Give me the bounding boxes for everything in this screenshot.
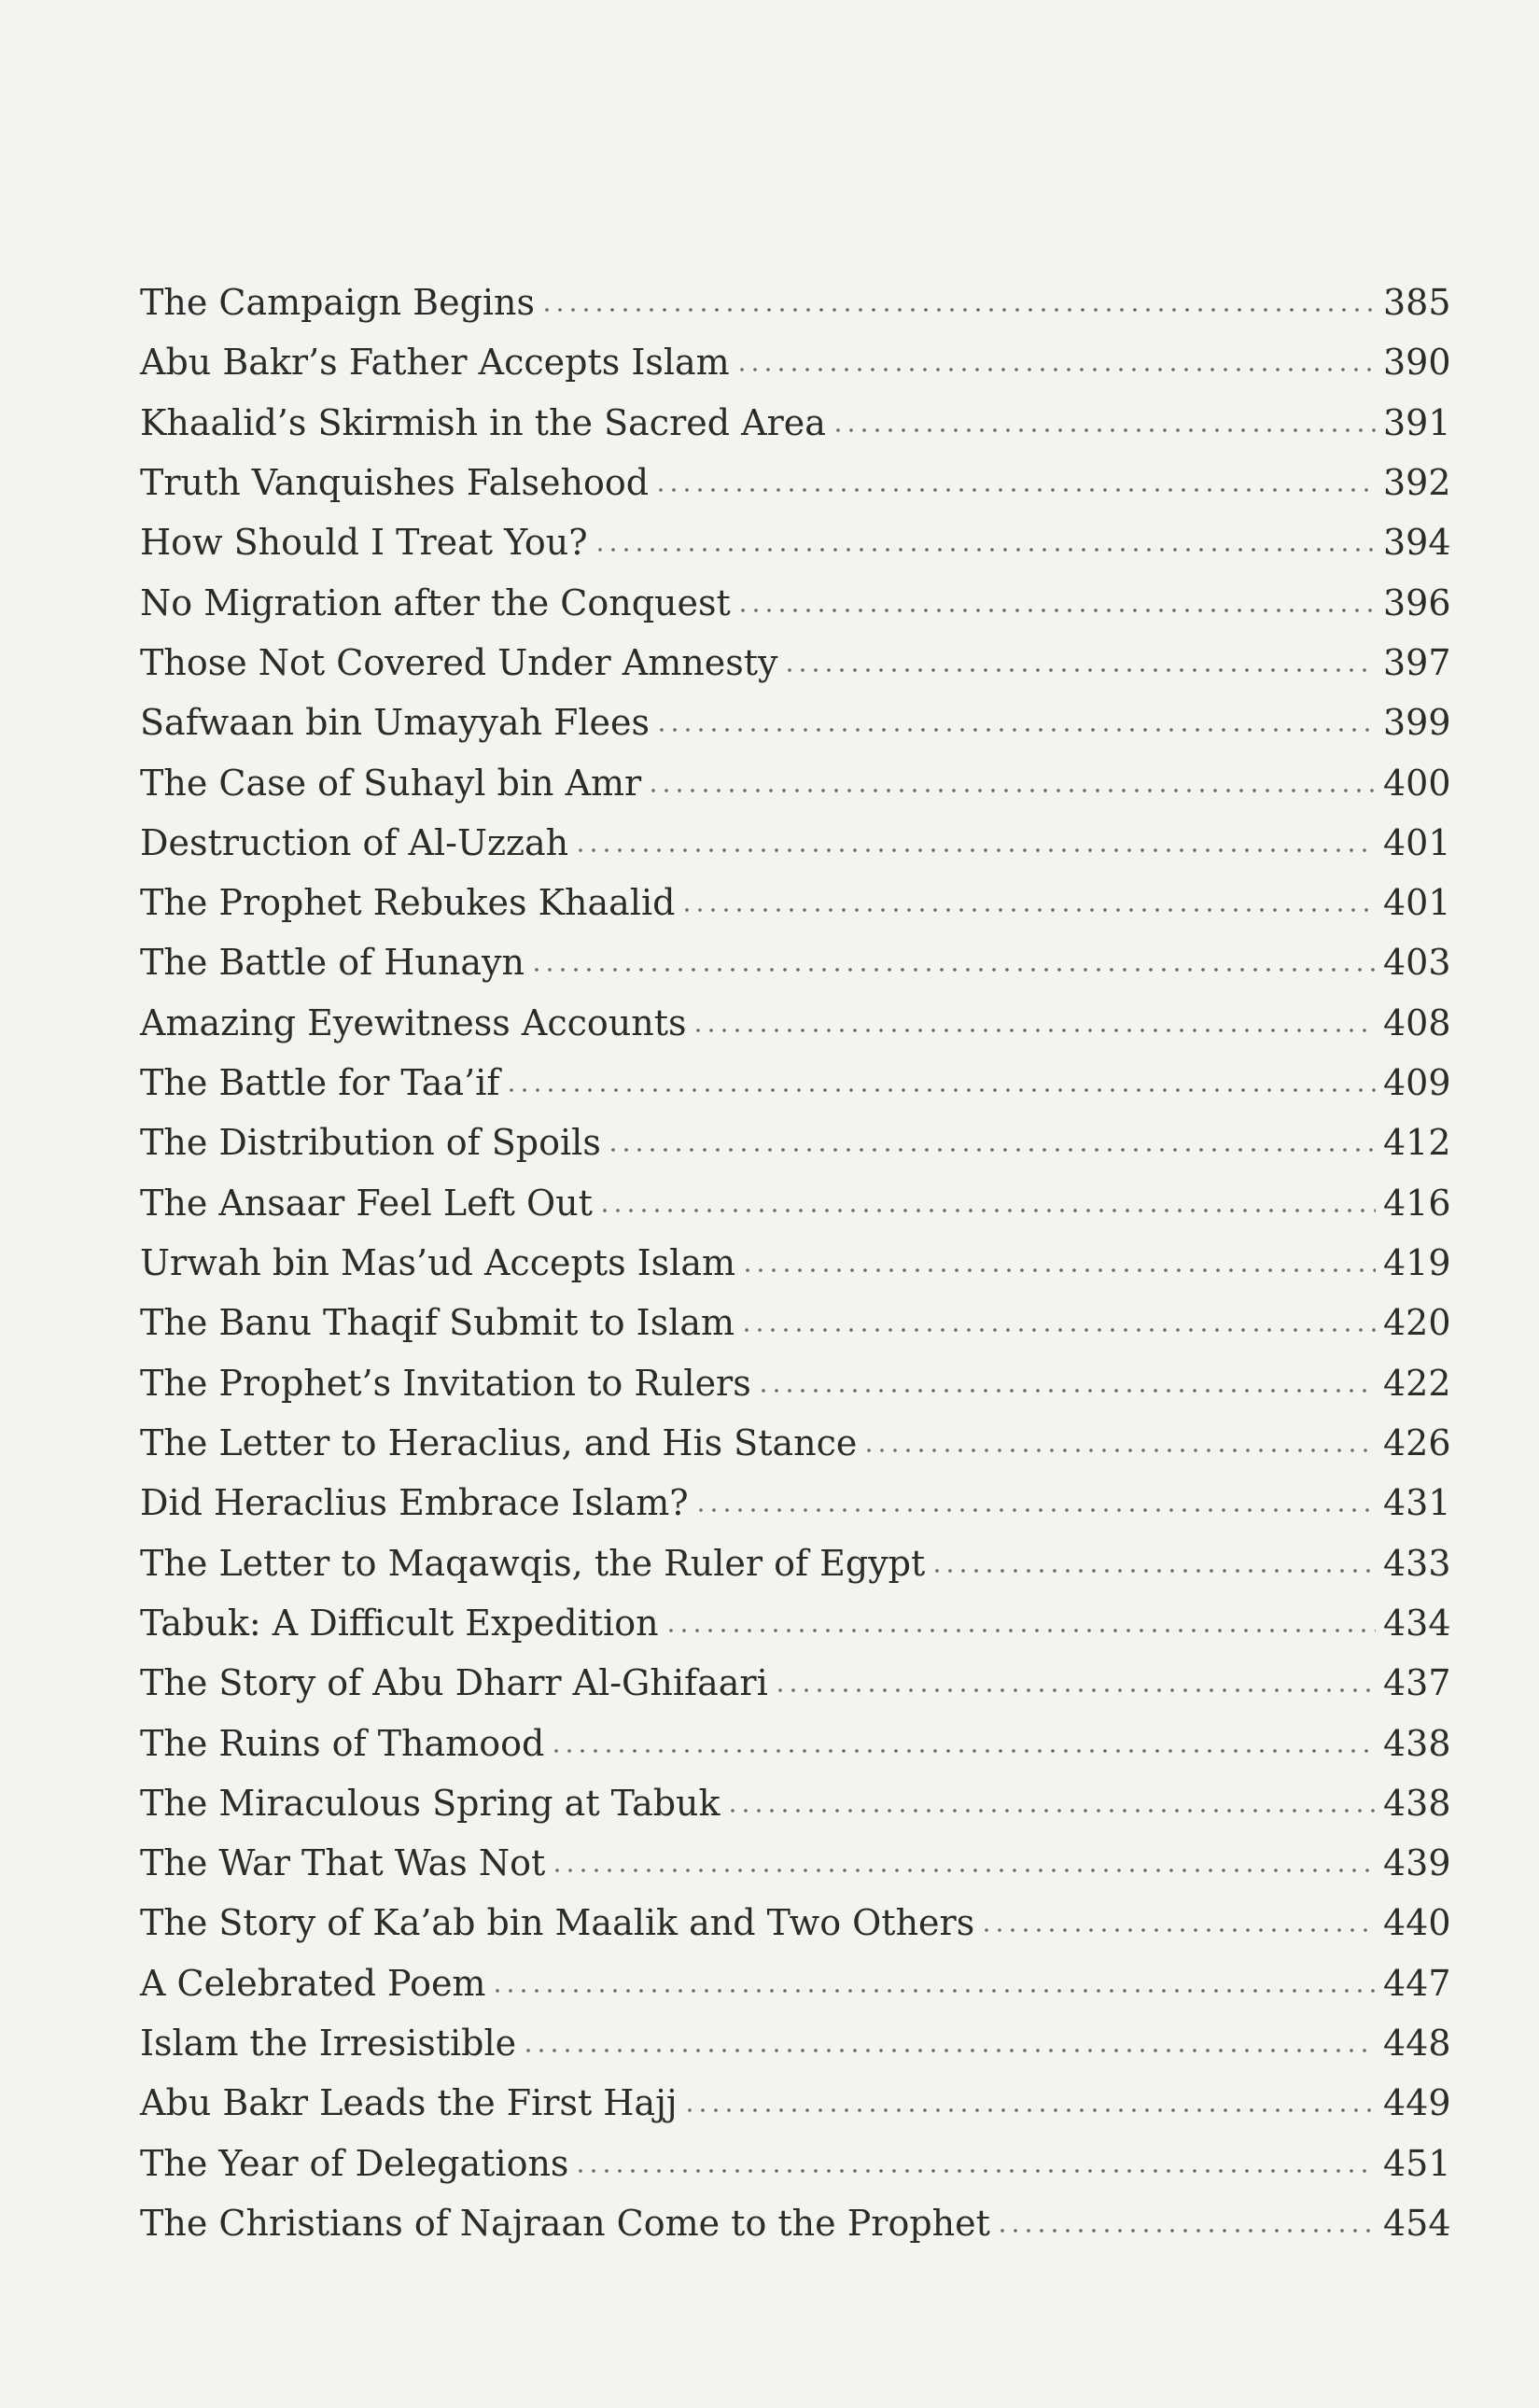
toc-entry-page-number: 394: [1383, 522, 1451, 564]
toc-entry: [140, 1599, 1451, 1647]
toc-entry-page-number: 397: [1383, 641, 1451, 683]
toc-entry-page-number: 408: [1383, 1001, 1451, 1043]
dot-leader: [505, 1085, 1376, 1095]
toc-entry-page-number: 399: [1383, 702, 1451, 744]
toc-entry-page-number: 400: [1383, 762, 1451, 804]
dot-leader: [694, 1505, 1376, 1515]
toc-entry-title: The Story of Ka’ab bin Maalik and Two Others: [140, 1902, 975, 1944]
dot-leader: [680, 905, 1376, 915]
toc-entry: [140, 1959, 1451, 2008]
toc-entry: [140, 399, 1451, 447]
dot-leader: [647, 786, 1376, 795]
toc-entry-page-number: 416: [1383, 1182, 1451, 1224]
toc-entry: [140, 1478, 1451, 1527]
toc-entry-title: The Banu Thaqif Submit to Islam: [140, 1302, 735, 1344]
dot-leader: [551, 1866, 1376, 1875]
toc-entry: [140, 1719, 1451, 1768]
dot-leader: [862, 1446, 1376, 1455]
toc-entry: [140, 1239, 1451, 1287]
toc-entry-page-number: 412: [1383, 1122, 1451, 1164]
toc-entry: [140, 2019, 1451, 2067]
toc-entry: [140, 878, 1451, 927]
toc-entry-page-number: 396: [1383, 581, 1451, 623]
toc-entry: [140, 1779, 1451, 1827]
toc-entry-title: The Distribution of Spoils: [140, 1122, 601, 1164]
toc-entry: [140, 1419, 1451, 1467]
toc-entry-title: The Story of Abu Dharr Al-Ghifaari: [140, 1662, 768, 1704]
toc-entry: [140, 2139, 1451, 2188]
toc-entry-page-number: 422: [1383, 1362, 1451, 1404]
dot-leader: [740, 1325, 1376, 1335]
toc-entry-title: The Battle of Hunayn: [140, 942, 525, 984]
toc-entry-page-number: 390: [1383, 342, 1451, 384]
toc-entry-title: Truth Vanquishes Falsehood: [140, 461, 650, 503]
dot-leader: [783, 665, 1376, 675]
toc-entry: [140, 759, 1451, 807]
toc-entry: [140, 938, 1451, 987]
toc-entry-title: The Christians of Najraan Come to the Prophet: [140, 2203, 990, 2244]
toc-entry-title: The Miraculous Spring at Tabuk: [140, 1782, 721, 1824]
toc-entry-page-number: 401: [1383, 821, 1451, 863]
dot-leader: [736, 606, 1376, 615]
dot-leader: [726, 1806, 1376, 1815]
dot-leader: [930, 1566, 1376, 1575]
toc-entry-page-number: 440: [1383, 1902, 1451, 1944]
toc-entry-page-number: 391: [1383, 401, 1451, 443]
toc-entry-title: The Letter to Heraclius, and His Stance: [140, 1421, 858, 1463]
toc-entry: [140, 579, 1451, 627]
toc-entry-page-number: 403: [1383, 942, 1451, 984]
dot-leader: [665, 1626, 1376, 1635]
toc-entry-title: The Campaign Begins: [140, 282, 536, 323]
toc-entry: [140, 1659, 1451, 1707]
toc-entry-title: The Battle for Taa’if: [140, 1062, 500, 1104]
toc-entry: [140, 338, 1451, 386]
toc-entry: [140, 278, 1451, 327]
toc-entry-page-number: 401: [1383, 882, 1451, 924]
toc-entry-page-number: 433: [1383, 1542, 1451, 1584]
toc-entry-title: Urwah bin Mas’ud Accepts Islam: [140, 1242, 736, 1283]
toc-entry-page-number: 385: [1383, 282, 1451, 323]
toc-entry-title: Destruction of Al-Uzzah: [140, 821, 569, 863]
toc-entry-page-number: 426: [1383, 1421, 1451, 1463]
toc-entry-title: How Should I Treat You?: [140, 522, 588, 564]
toc-entry-page-number: 392: [1383, 461, 1451, 503]
toc-entry: [140, 2079, 1451, 2127]
toc-entry-title: Amazing Eyewitness Accounts: [140, 1001, 687, 1043]
toc-entry: [140, 2199, 1451, 2247]
toc-entry-page-number: 449: [1383, 2082, 1451, 2124]
dot-leader: [574, 2166, 1376, 2176]
toc-entry-page-number: 451: [1383, 2142, 1451, 2184]
dot-leader: [491, 1986, 1376, 1995]
dot-leader: [574, 846, 1376, 855]
toc-entry-title: No Migration after the Conquest: [140, 581, 731, 623]
toc-entry: [140, 1898, 1451, 1947]
dot-leader: [594, 545, 1376, 554]
toc-entry-page-number: 437: [1383, 1662, 1451, 1704]
toc-entry-title: The War That Was Not: [140, 1842, 546, 1884]
toc-entry: [140, 1118, 1451, 1167]
toc-entry-page-number: 419: [1383, 1242, 1451, 1283]
toc-entry: [140, 999, 1451, 1047]
dot-leader: [996, 2226, 1376, 2235]
toc-entry-page-number: 448: [1383, 2023, 1451, 2065]
toc-entry-title: The Prophet’s Invitation to Rulers: [140, 1362, 751, 1404]
dot-leader: [741, 1266, 1376, 1275]
toc-entry: [140, 698, 1451, 747]
toc-entry-title: A Celebrated Poem: [140, 1962, 486, 2004]
toc-entry-title: Abu Bakr Leads the First Hajj: [140, 2082, 678, 2124]
toc-entry-title: The Ruins of Thamood: [140, 1722, 545, 1764]
toc-entry-title: The Year of Delegations: [140, 2142, 569, 2184]
toc-entry: [140, 1839, 1451, 1887]
table-of-contents: [140, 278, 1451, 2247]
toc-entry-title: The Prophet Rebukes Khaalid: [140, 882, 676, 924]
dot-leader: [607, 1145, 1376, 1155]
toc-entry-page-number: 438: [1383, 1782, 1451, 1824]
dot-leader: [735, 365, 1376, 374]
toc-entry-title: The Case of Suhayl bin Amr: [140, 762, 642, 804]
toc-entry-page-number: 439: [1383, 1842, 1451, 1884]
toc-entry-title: Khaalid’s Skirmish in the Sacred Area: [140, 401, 826, 443]
toc-entry-title: Safwaan bin Umayyah Flees: [140, 702, 651, 744]
toc-entry: [140, 1539, 1451, 1588]
toc-entry-title: Did Heraclius Embrace Islam?: [140, 1482, 689, 1524]
toc-entry: [140, 518, 1451, 567]
dot-leader: [550, 1746, 1376, 1756]
toc-entry-title: Tabuk: A Difficult Expedition: [140, 1602, 659, 1644]
toc-entry-title: Islam the Irresistible: [140, 2023, 517, 2065]
dot-leader: [683, 2106, 1376, 2115]
dot-leader: [654, 485, 1376, 495]
toc-entry-page-number: 434: [1383, 1602, 1451, 1644]
dot-leader: [774, 1686, 1376, 1695]
toc-entry-page-number: 447: [1383, 1962, 1451, 2004]
toc-entry-title: Those Not Covered Under Amnesty: [140, 641, 778, 683]
toc-entry-title: Abu Bakr’s Father Accepts Islam: [140, 342, 730, 384]
toc-entry: [140, 819, 1451, 867]
dot-leader: [980, 1925, 1376, 1935]
dot-leader: [540, 305, 1376, 315]
toc-entry-title: The Ansaar Feel Left Out: [140, 1182, 593, 1224]
toc-entry-page-number: 438: [1383, 1722, 1451, 1764]
toc-entry: [140, 1298, 1451, 1347]
toc-entry-page-number: 409: [1383, 1062, 1451, 1104]
toc-entry: [140, 458, 1451, 507]
dot-leader: [598, 1206, 1376, 1215]
toc-entry-page-number: 431: [1383, 1482, 1451, 1524]
toc-entry-title: The Letter to Maqawqis, the Ruler of Egypt: [140, 1542, 926, 1584]
dot-leader: [655, 725, 1376, 735]
toc-entry-page-number: 454: [1383, 2203, 1451, 2244]
toc-entry: [140, 1179, 1451, 1227]
toc-entry: [140, 638, 1451, 687]
dot-leader: [530, 965, 1376, 974]
toc-entry: [140, 1359, 1451, 1407]
dot-leader: [522, 2046, 1376, 2055]
dot-leader: [692, 1026, 1376, 1035]
dot-leader: [757, 1386, 1376, 1395]
dot-leader: [832, 426, 1376, 435]
toc-entry-page-number: 420: [1383, 1302, 1451, 1344]
toc-entry: [140, 1058, 1451, 1107]
